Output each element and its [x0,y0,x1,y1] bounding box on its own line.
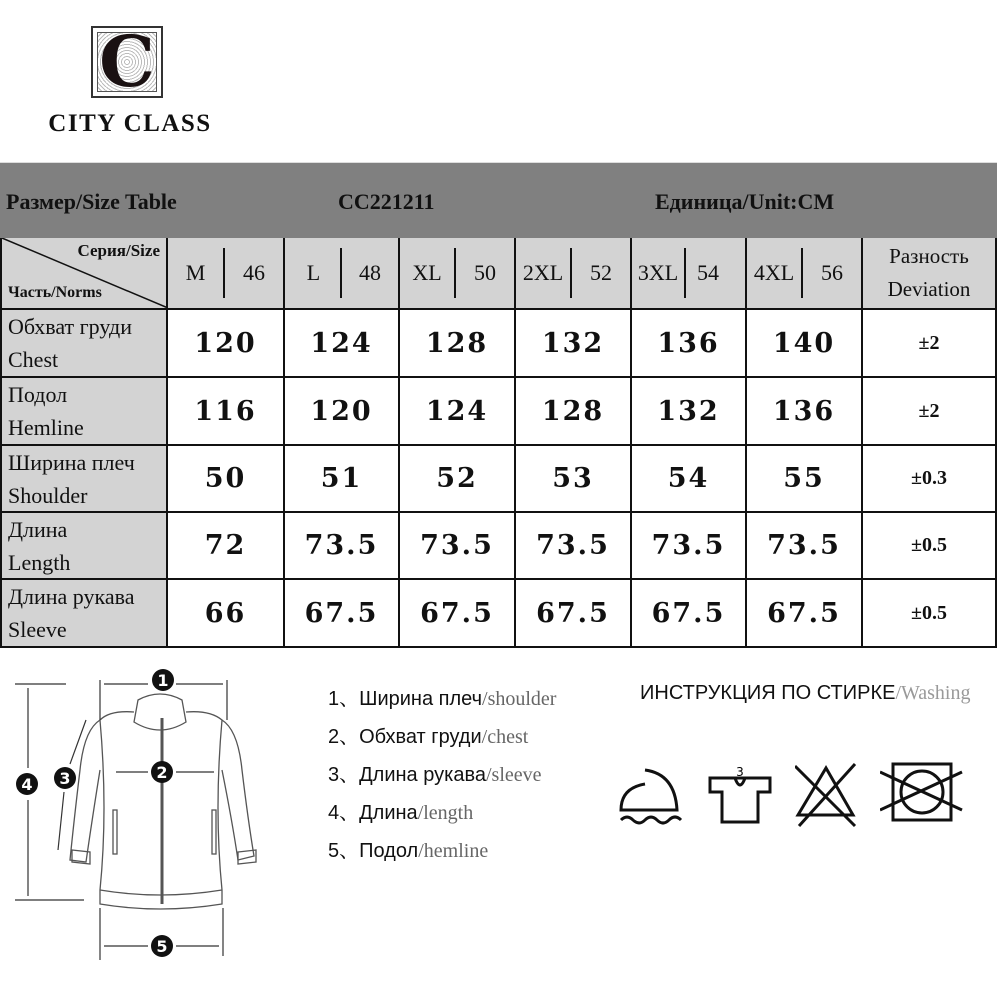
marker-5: 5 [156,937,168,956]
value-cell: 55 [747,446,863,513]
row-label-ru: Ширина плеч [8,449,135,475]
value-cell: 50 [168,446,285,513]
value-cell: 67.5 [285,580,400,648]
value-cell: 73.5 [400,513,516,580]
value-cell: 52 [400,446,516,513]
legend-item: 5、Подол/hemline [328,840,489,862]
row-label-en: Hemline [8,415,84,440]
deviation-header [863,238,997,310]
size-header-l [285,238,400,310]
value-cell: 67.5 [747,580,863,648]
size-number: 56 [821,260,843,285]
marker-2: 2 [156,763,168,782]
value-cell: 66 [168,580,285,648]
corner-top-label: Серия/Size [77,241,160,260]
size-header-3xl [632,238,747,310]
row-label-sleeve [0,580,168,648]
marker-3: 3 [59,769,71,788]
value-cell: 140 [747,310,863,378]
value-cell: 116 [168,378,285,446]
deviation-header-en: Deviation [887,277,971,301]
deviation-cell: ±0.5 [863,580,997,648]
value-cell: 67.5 [632,580,747,648]
row-label-length [0,513,168,580]
value-cell: 67.5 [516,580,632,648]
size-header-xl [400,238,516,310]
row-label-en: Sleeve [8,617,67,642]
brand-name: CITY CLASS [48,110,212,137]
size-letter: 3XL [637,260,679,285]
size-letter: L [306,260,321,285]
corner-bottom-label: Часть/Norms [8,284,102,301]
row-label-shoulder [0,446,168,513]
value-cell: 72 [168,513,285,580]
value-cell: 128 [400,310,516,378]
legend-item: 1、Ширина плеч/shoulder [328,688,557,710]
no-tumble-dry-icon [880,760,970,835]
row-label-hemline [0,378,168,446]
row-label-ru: Длина рукава [8,584,135,609]
size-header-m [168,238,285,310]
deviation-cell: ±0.5 [863,513,997,580]
marker-4: 4 [21,775,33,794]
care-icons [615,760,985,835]
unit-label: Единица/Unit:CM [655,189,835,214]
size-number: 52 [590,260,612,285]
value-cell: 124 [400,378,516,446]
value-cell: 128 [516,378,632,446]
row-label-ru: Подол [8,382,68,407]
corner-header-cell [0,238,168,310]
value-cell: 73.5 [516,513,632,580]
size-header-2xl [516,238,632,310]
hang-dry-icon [705,760,795,835]
row-label-ru: Обхват груди [8,314,132,339]
deviation-cell: ±2 [863,310,997,378]
legend-item: 4、Длина/length [328,802,474,824]
value-cell: 124 [285,310,400,378]
value-cell: 73.5 [285,513,400,580]
size-number: 54 [697,260,719,285]
value-cell: 51 [285,446,400,513]
value-cell: 73.5 [632,513,747,580]
measurement-legend [328,680,556,870]
size-letter: 2XL [522,260,564,285]
washing-title-en: /Washing [895,682,971,704]
value-cell: 67.5 [400,580,516,648]
brand-logo [10,20,250,140]
washing-title [640,682,971,705]
value-cell: 120 [285,378,400,446]
svg-text:3: 3 [736,765,744,779]
iron-steam-icon [615,760,705,835]
size-number: 46 [243,260,265,285]
row-label-chest [0,310,168,378]
row-label-ru: Длина [8,516,68,542]
row-label-en: Shoulder [8,482,88,508]
logo-emblem [91,20,163,103]
washing-title-ru: ИНСТРУКЦИЯ ПО СТИРКЕ [640,682,896,704]
table-title: Размер/Size Table [6,189,177,214]
value-cell: 54 [632,446,747,513]
size-number: 50 [474,260,496,285]
value-cell: 120 [168,310,285,378]
row-label-en: Chest [8,347,59,372]
model-number: CC221211 [338,189,435,214]
deviation-header-ru: Разность [889,244,969,268]
deviation-cell: ±2 [863,378,997,446]
size-header-4xl [747,238,863,310]
marker-1: 1 [157,671,169,690]
legend-item: 3、Длина рукава/sleeve [328,764,542,786]
legend-item: 2、Обхват груди/chest [328,726,529,748]
value-cell: 132 [516,310,632,378]
value-cell: 132 [632,378,747,446]
value-cell: 73.5 [747,513,863,580]
logo-letter: C [99,20,155,103]
table-title-bar [0,162,997,239]
size-number: 48 [359,260,381,285]
deviation-cell: ±0.3 [863,446,997,513]
value-cell: 136 [632,310,747,378]
value-cell: 53 [516,446,632,513]
jacket-measurement-diagram [0,660,300,1000]
size-letter: XL [412,260,442,285]
size-letter: 4XL [753,260,795,285]
no-bleach-icon [795,760,885,835]
row-label-en: Length [8,549,71,575]
size-letter: M [185,260,206,285]
value-cell: 136 [747,378,863,446]
